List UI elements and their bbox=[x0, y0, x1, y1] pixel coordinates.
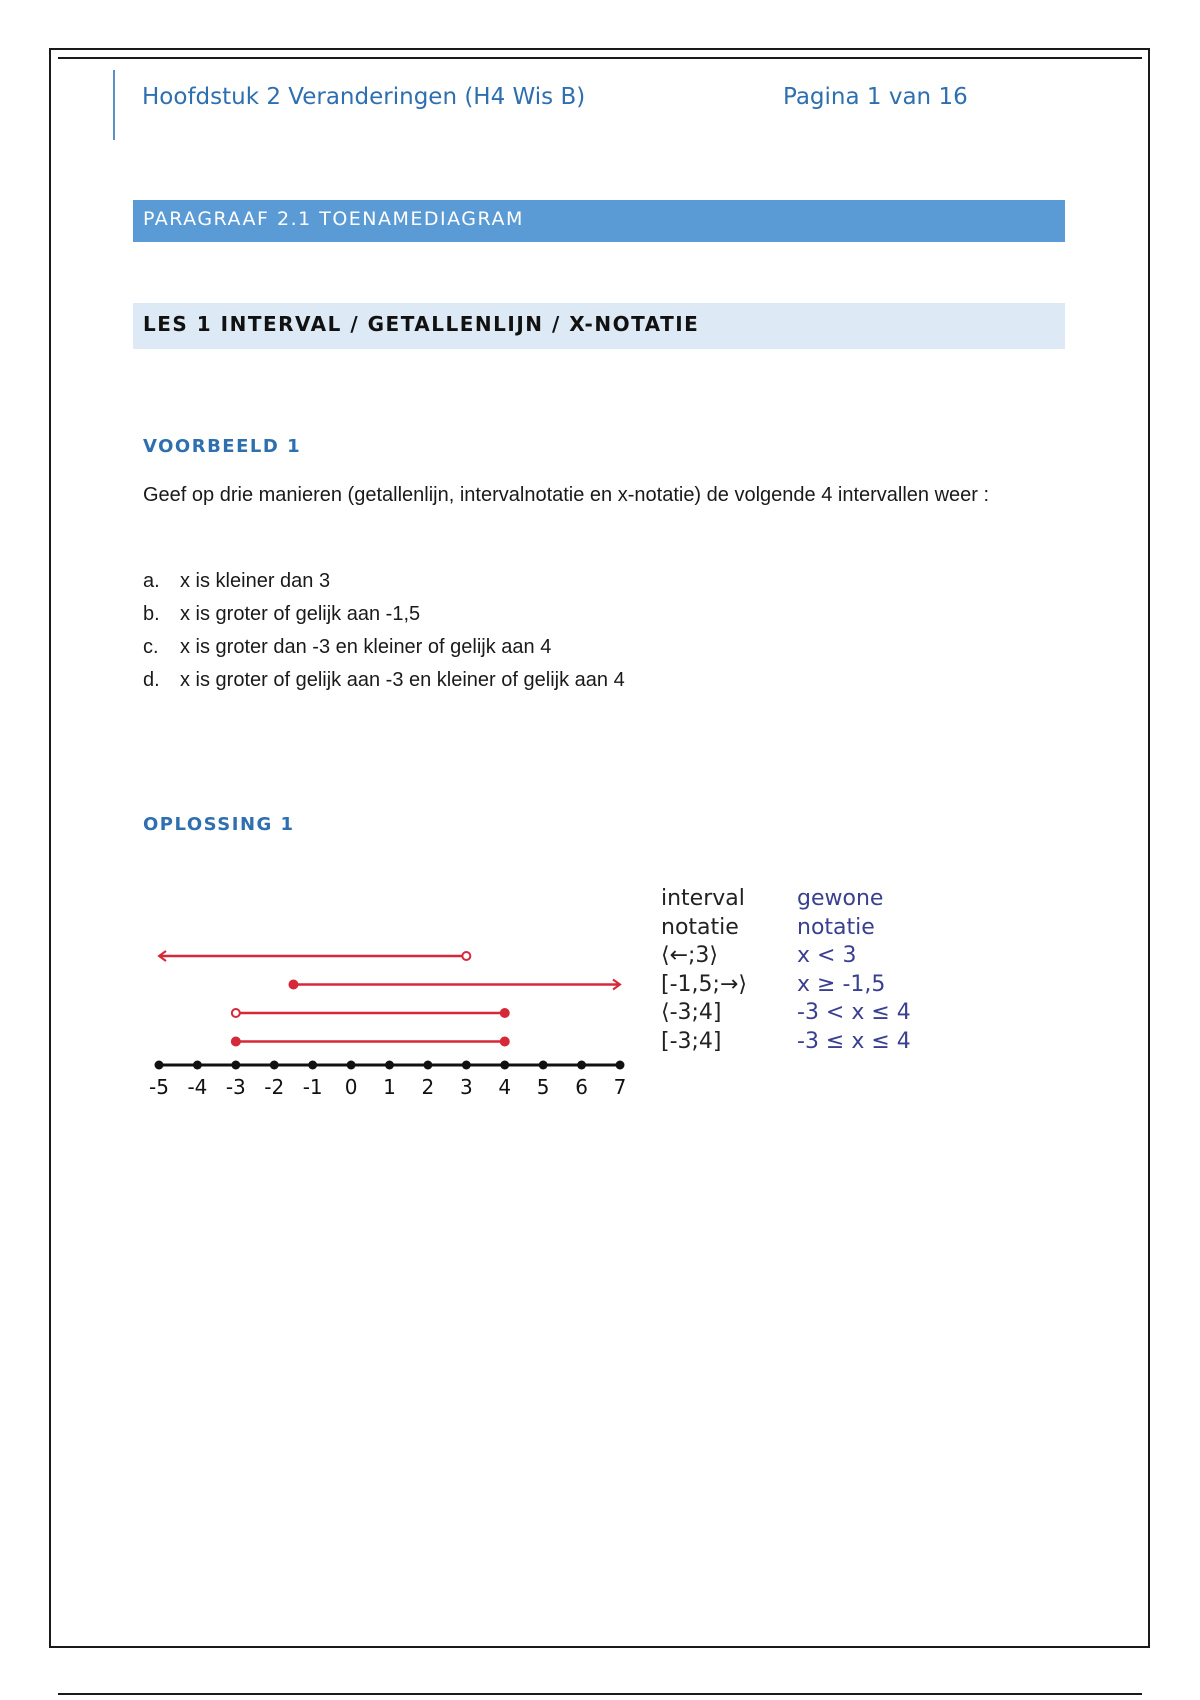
number-line-figure bbox=[135, 880, 635, 1100]
axis-tick-label: -2 bbox=[264, 1075, 285, 1099]
list-item-text: x is groter dan -3 en kleiner of gelijk aan 4 bbox=[180, 636, 552, 658]
closed-endpoint bbox=[501, 1009, 509, 1017]
axis-tick-dot bbox=[347, 1061, 356, 1070]
axis-tick-label: 3 bbox=[459, 1075, 473, 1099]
interval-notation: [-1,5;→⟩ bbox=[661, 971, 747, 997]
page-bottom-rule bbox=[58, 1693, 1142, 1695]
column-header-line: notatie bbox=[661, 914, 739, 940]
axis-tick-label: 0 bbox=[344, 1075, 358, 1099]
axis-tick-dot bbox=[155, 1061, 164, 1070]
axis-tick-label: -5 bbox=[149, 1075, 169, 1099]
page-frame bbox=[49, 48, 1150, 1648]
example-text: Geef op drie manieren (getallenlijn, intervalnotatie en x-notatie) de volgende 4 intervallen weer : bbox=[143, 484, 990, 506]
axis-tick-label: 2 bbox=[421, 1075, 435, 1099]
solution-heading: OPLOSSING 1 bbox=[143, 814, 295, 835]
x-notation: x < 3 bbox=[797, 943, 857, 968]
axis-tick-label: 1 bbox=[383, 1075, 396, 1099]
example-heading: VOORBEELD 1 bbox=[143, 436, 302, 457]
axis-tick-label: -1 bbox=[302, 1075, 323, 1099]
axis-tick-dot bbox=[385, 1061, 394, 1070]
interval-notation: ⟨-3;4] bbox=[661, 1000, 722, 1025]
open-endpoint bbox=[462, 952, 470, 960]
list-item-letter: d. bbox=[143, 669, 160, 691]
axis-tick-dot bbox=[577, 1061, 586, 1070]
axis-tick-label: 5 bbox=[536, 1075, 550, 1099]
axis-tick-dot bbox=[539, 1061, 548, 1070]
axis-tick-label: 7 bbox=[613, 1075, 627, 1099]
list-item bbox=[143, 565, 625, 598]
axis-tick-dot bbox=[500, 1061, 509, 1070]
list-item-letter: a. bbox=[143, 570, 160, 592]
list-item bbox=[143, 598, 625, 631]
x-notation: -3 < x ≤ 4 bbox=[797, 1000, 911, 1025]
axis-tick-dot bbox=[616, 1061, 625, 1070]
list-item bbox=[143, 664, 625, 697]
interval-notation: ⟨←;3⟩ bbox=[661, 943, 719, 968]
closed-endpoint bbox=[501, 1038, 509, 1046]
open-endpoint bbox=[232, 1009, 240, 1017]
list-item bbox=[143, 631, 625, 664]
axis-tick-label: 6 bbox=[575, 1075, 588, 1099]
axis-tick-label: -4 bbox=[187, 1075, 208, 1099]
axis-tick-label: -3 bbox=[225, 1075, 246, 1099]
list-item-letter: c. bbox=[143, 636, 159, 658]
x-notation-column bbox=[797, 885, 911, 1056]
list-item-text: x is kleiner dan 3 bbox=[180, 570, 331, 592]
list-item-letter: b. bbox=[143, 603, 160, 625]
column-header-line: interval bbox=[661, 886, 745, 911]
axis-tick-dot bbox=[462, 1061, 471, 1070]
interval-notation: [-3;4] bbox=[661, 1028, 722, 1054]
axis-tick-dot bbox=[308, 1061, 317, 1070]
list-item-text: x is groter of gelijk aan -3 en kleiner of gelijk aan 4 bbox=[180, 669, 625, 691]
closed-endpoint bbox=[232, 1038, 240, 1046]
column-header-line: gewone bbox=[797, 886, 884, 911]
page-frame-inner-rule bbox=[58, 57, 1142, 59]
lesson-heading: LES 1 INTERVAL / GETALLENLIJN / X-NOTATIE bbox=[133, 303, 1065, 349]
axis-tick-dot bbox=[270, 1061, 279, 1070]
header-accent-bar bbox=[113, 70, 115, 140]
header-page-number: Pagina 1 van 16 bbox=[783, 84, 968, 110]
x-notation: -3 ≤ x ≤ 4 bbox=[797, 1028, 911, 1054]
column-header-line: notatie bbox=[797, 914, 875, 940]
x-notation: x ≥ -1,5 bbox=[797, 971, 886, 997]
axis-tick-dot bbox=[231, 1061, 240, 1070]
header-title: Hoofdstuk 2 Veranderingen (H4 Wis B) bbox=[142, 84, 586, 110]
example-list bbox=[143, 565, 625, 697]
paragraph-heading: PARAGRAAF 2.1 TOENAMEDIAGRAM bbox=[133, 200, 1065, 242]
axis-tick-label: 4 bbox=[498, 1075, 512, 1099]
list-item-text: x is groter of gelijk aan -1,5 bbox=[180, 603, 421, 625]
axis-tick-dot bbox=[193, 1061, 202, 1070]
closed-endpoint bbox=[289, 981, 297, 989]
interval-notation-column bbox=[661, 885, 747, 1056]
axis-tick-dot bbox=[423, 1061, 432, 1070]
